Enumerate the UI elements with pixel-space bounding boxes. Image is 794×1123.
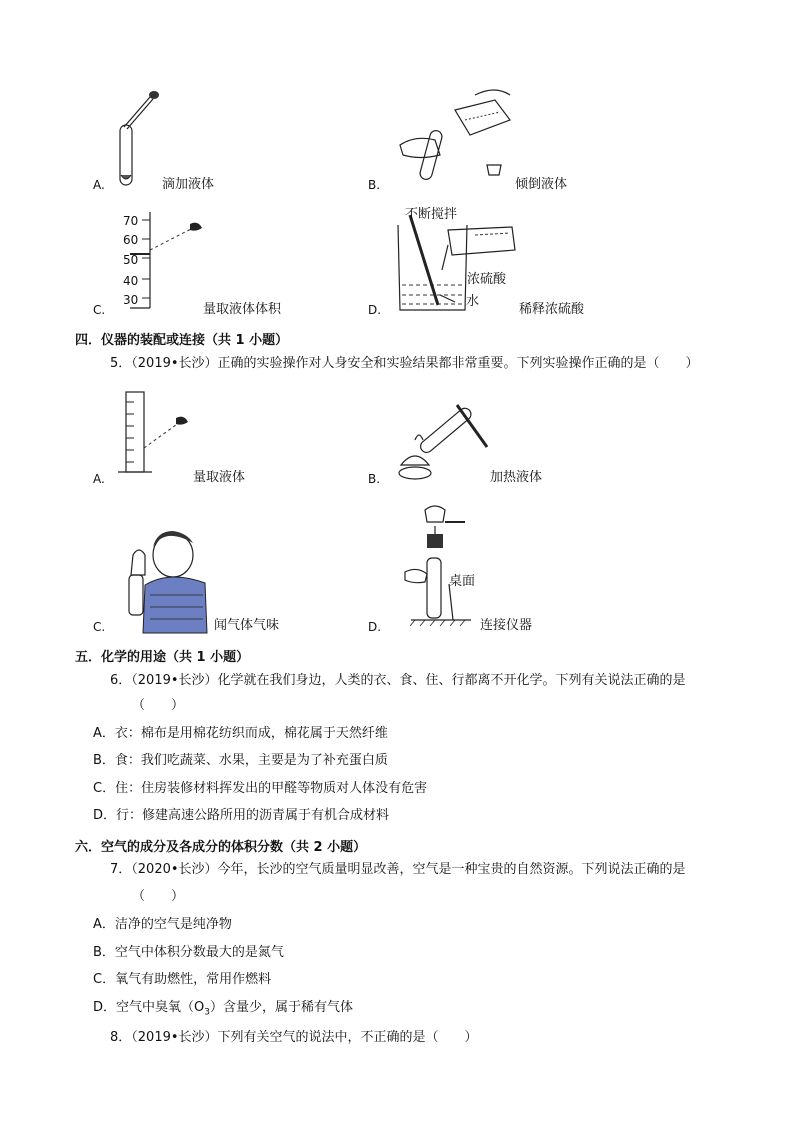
scale-tick-40: 40 bbox=[123, 274, 139, 288]
q5-option-d-letter[interactable]: D. bbox=[368, 620, 382, 634]
person-smelling-gas-figure bbox=[115, 525, 215, 635]
q6-option-a[interactable]: A．衣：棉布是用棉花纺织而成，棉花属于天然纤维 bbox=[93, 726, 388, 741]
section-6-title: 六．空气的成分及各成分的体积分数（共 2 小题） bbox=[75, 840, 367, 855]
q7-option-d[interactable] bbox=[93, 1000, 353, 1021]
q7-option-d-prefix: D．空气中臭氧（O bbox=[93, 1000, 205, 1015]
scale-tick-70: 70 bbox=[123, 214, 139, 228]
scale-tick-50: 50 bbox=[123, 253, 139, 267]
q5-option-b-letter[interactable]: B. bbox=[368, 472, 381, 486]
q7-option-d-suffix: ）含量少，属于稀有气体 bbox=[209, 1000, 353, 1015]
q6-stem-line2: （ ） bbox=[132, 698, 185, 713]
label-stir: 不断搅拌 bbox=[405, 207, 458, 222]
scale-tick-60: 60 bbox=[123, 233, 139, 247]
section-4-title: 四．仪器的装配或连接（共 1 小题） bbox=[75, 333, 289, 348]
q5-option-c-letter[interactable]: C. bbox=[93, 620, 106, 634]
q7-option-a[interactable]: A．洁净的空气是纯净物 bbox=[93, 917, 232, 932]
scale-tick-30: 30 bbox=[123, 293, 139, 307]
q5-option-a-caption: 量取液体 bbox=[193, 470, 246, 485]
q4-option-c-caption: 量取液体体积 bbox=[203, 302, 282, 317]
q7-option-d-subscript: 3 bbox=[204, 1007, 210, 1018]
q6-option-c[interactable]: C．住：住房装修材料挥发出的甲醛等物质对人体没有危害 bbox=[93, 781, 428, 796]
q7-stem-line2: （ ） bbox=[132, 889, 185, 904]
q4-option-a-letter[interactable]: A. bbox=[93, 178, 105, 192]
q7-option-c[interactable]: C．氧气有助燃性，常用作燃料 bbox=[93, 972, 272, 987]
label-water: 水 bbox=[466, 294, 480, 309]
q6-stem-line1: 6．（2019•长沙）化学就在我们身边，人类的衣、食、住、行都离不开化学。下列有关说法正确的是 bbox=[110, 673, 686, 688]
q5-stem: 5．（2019•长沙）正确的实验操作对人身安全和实验结果都非常重要。下列实验操作正确的是（ ） bbox=[110, 356, 699, 371]
q4-option-b-caption: 倾倒液体 bbox=[515, 177, 568, 192]
q6-option-d[interactable]: D．行：修建高速公路所用的沥青属于有机合成材料 bbox=[93, 808, 390, 823]
q4-option-d-letter[interactable]: D. bbox=[368, 303, 382, 317]
q5-option-b-caption: 加热液体 bbox=[490, 470, 543, 485]
dropper-test-tube-figure bbox=[110, 85, 170, 190]
section-5-title: 五．化学的用途（共 1 小题） bbox=[75, 650, 250, 665]
q8-stem: 8．（2019•长沙）下列有关空气的说法中，不正确的是（ ） bbox=[110, 1030, 478, 1045]
q4-option-d-caption: 稀释浓硫酸 bbox=[519, 302, 585, 317]
pouring-liquid-figure bbox=[395, 85, 525, 190]
heating-liquid-figure bbox=[395, 385, 495, 485]
q5-option-d-caption: 连接仪器 bbox=[480, 618, 533, 633]
q5-option-a-letter[interactable]: A. bbox=[93, 472, 105, 486]
connecting-apparatus-figure bbox=[405, 500, 495, 630]
label-table: 桌面 bbox=[449, 574, 476, 589]
q7-option-b[interactable]: B．空气中体积分数最大的是氮气 bbox=[93, 945, 284, 960]
q5-option-c-caption: 闻气体气味 bbox=[214, 618, 280, 633]
q4-option-c-letter[interactable]: C. bbox=[93, 303, 106, 317]
q6-option-b[interactable]: B．食：我们吃蔬菜、水果，主要是为了补充蛋白质 bbox=[93, 753, 388, 768]
label-concentrated-acid: 浓硫酸 bbox=[467, 272, 507, 287]
q4-option-a-caption: 滴加液体 bbox=[162, 177, 215, 192]
measuring-cylinder-figure bbox=[118, 390, 208, 480]
q7-stem-line1: 7．（2020•长沙）今年，长沙的空气质量明显改善，空气是一种宝贵的自然资源。下列说法正确的是 bbox=[110, 862, 686, 877]
q4-option-b-letter[interactable]: B. bbox=[368, 178, 381, 192]
